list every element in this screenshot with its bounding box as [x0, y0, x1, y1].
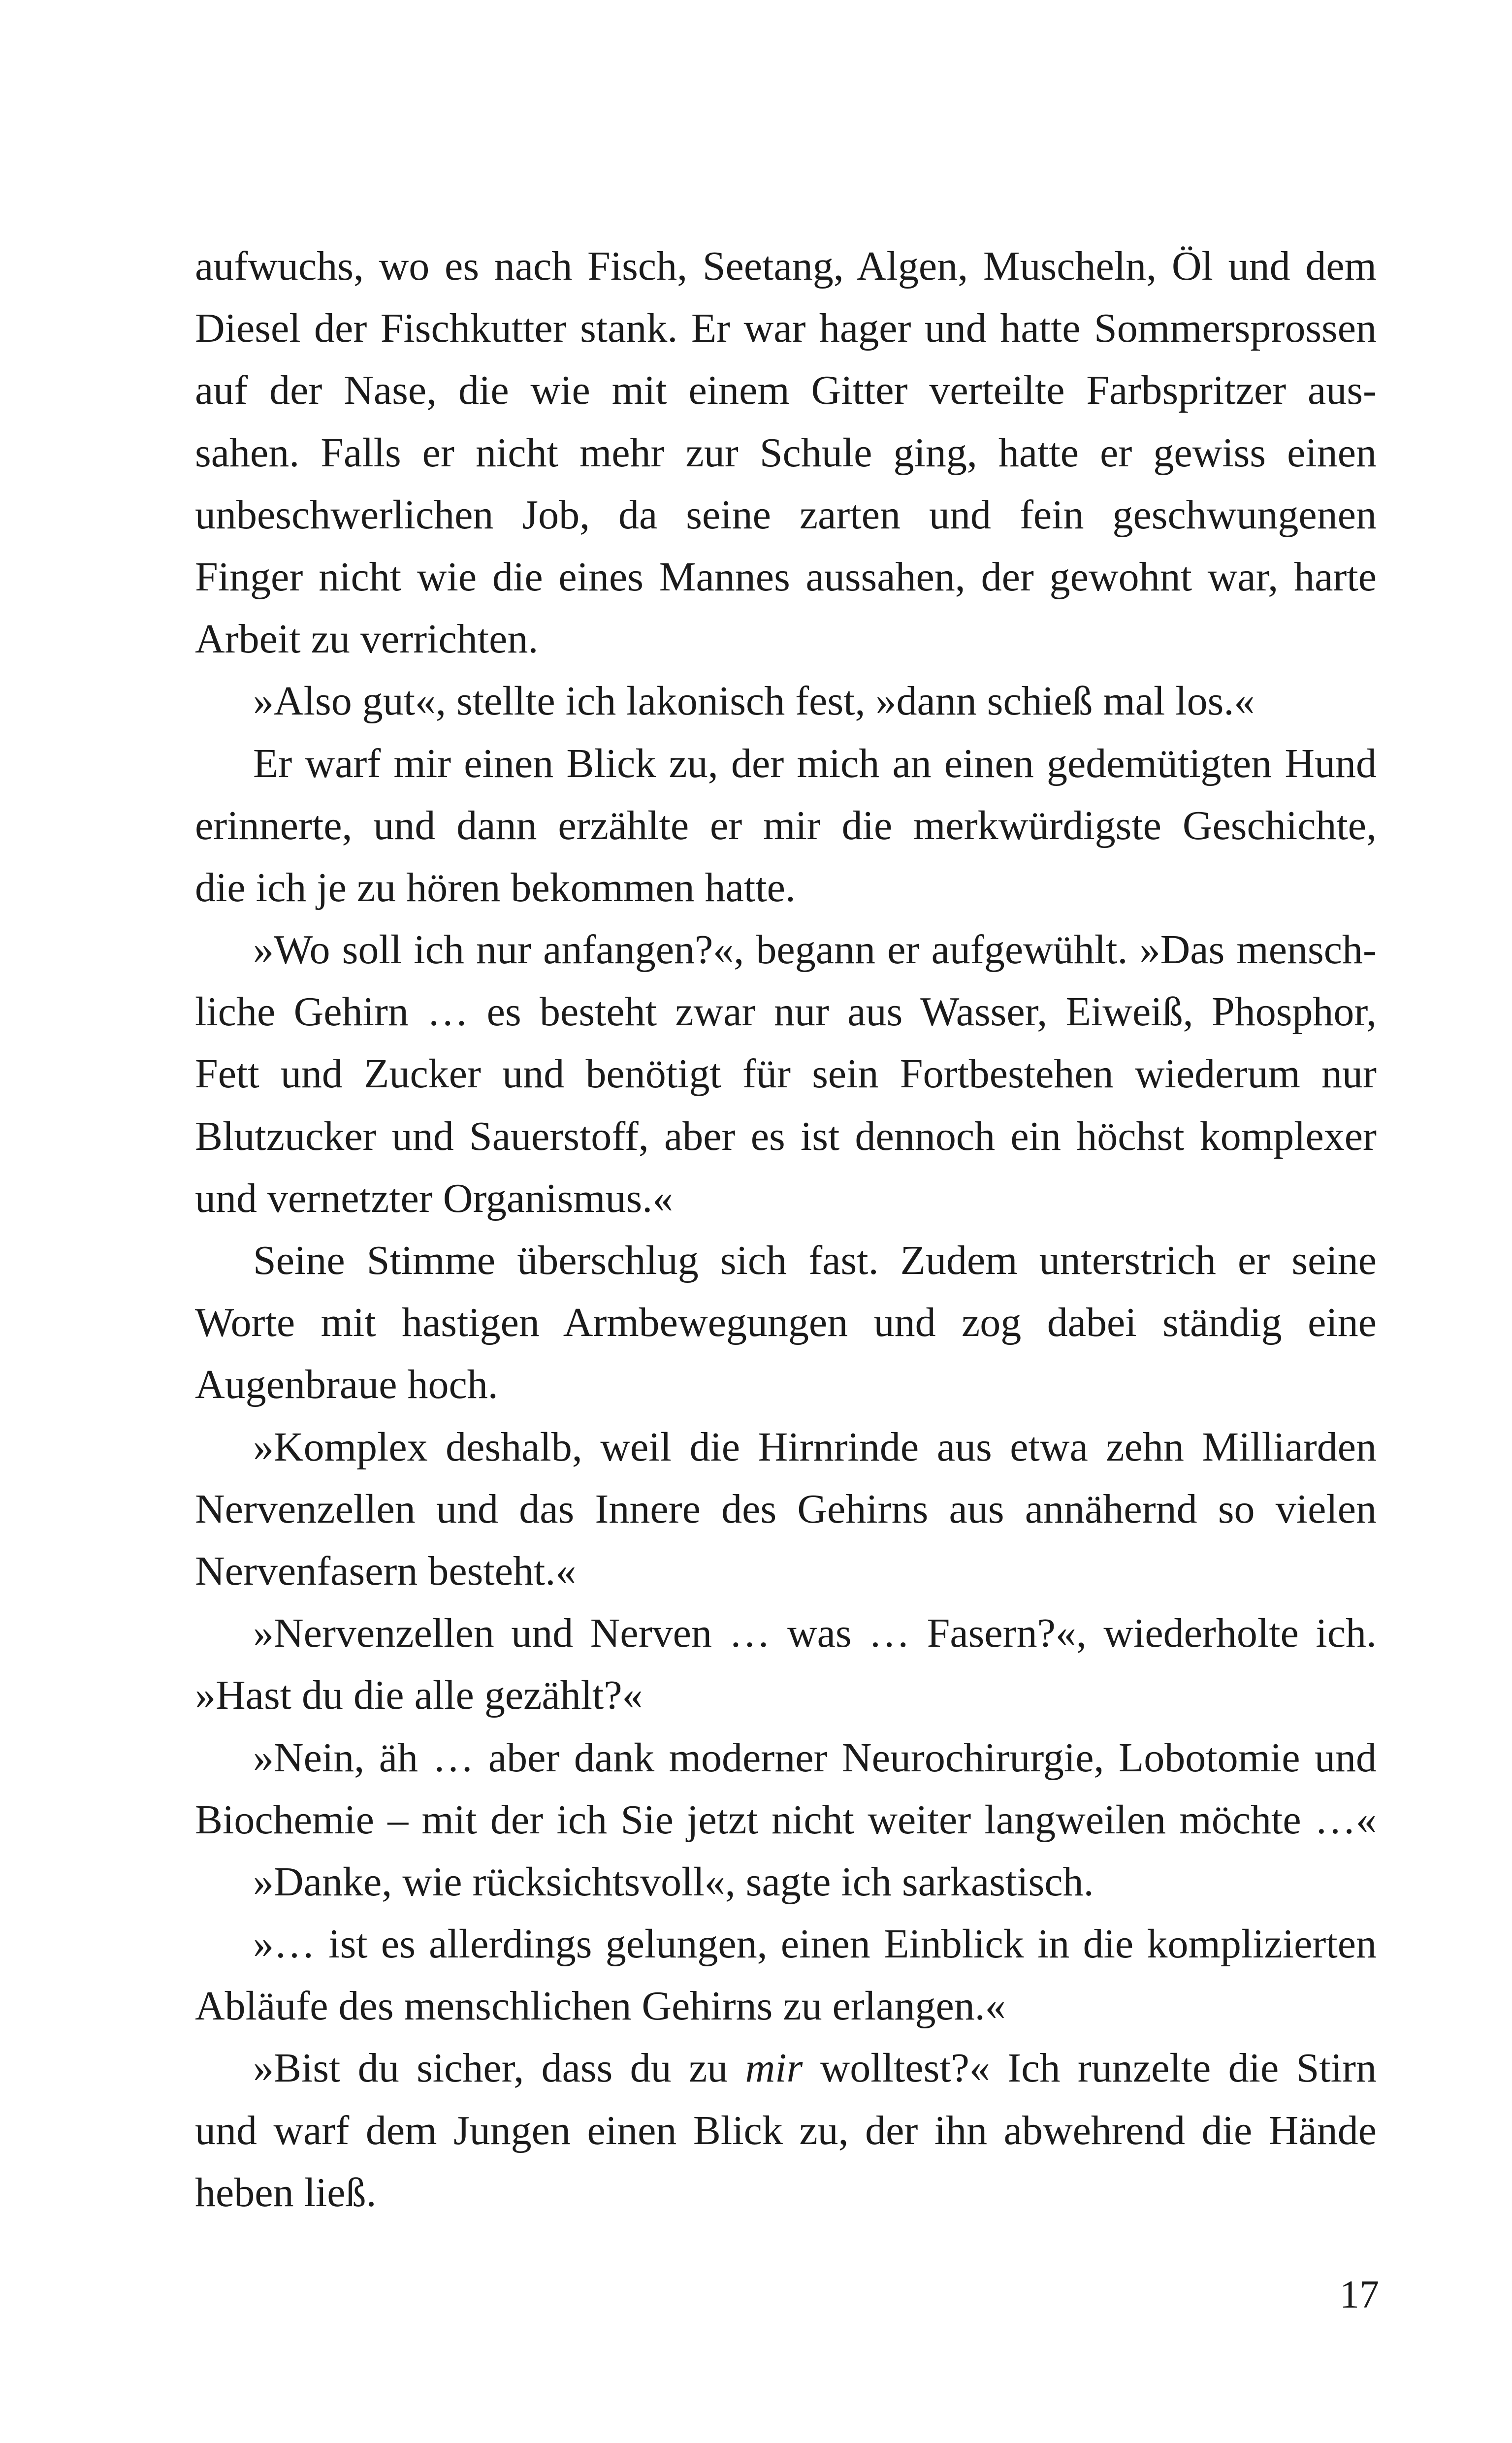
text-line: »Hast du die alle gezählt?«	[195, 1672, 643, 1719]
text-line: »Nein, äh … aber dank moderner Neurochirurgie, Lobotomie und	[253, 1734, 1377, 1781]
text-line: unbeschwerlichen Job, da seine zarten und fein geschwungenen	[195, 491, 1377, 538]
text-line: die ich je zu hören bekommen hatte.	[195, 864, 796, 911]
text-line: auf der Nase, die wie mit einem Gitter verteilte Farbspritzer aus-	[195, 367, 1377, 414]
text-line: Nervenfasern besteht.«	[195, 1548, 577, 1594]
text-line: »Nervenzellen und Nerven … was … Fasern?«, wiederholte ich.	[253, 1610, 1377, 1657]
text-run: »Bist du sicher, dass du zu	[253, 2045, 745, 2091]
text-line: und warf dem Jungen einen Blick zu, der ihn abwehrend die Hände	[195, 2107, 1377, 2153]
text-line: »Also gut«, stellte ich lakonisch fest, »dann schieß mal los.«	[253, 678, 1255, 724]
italic-word: mir	[745, 2045, 803, 2091]
text-line: Er warf mir einen Blick zu, der mich an einen gedemütigten Hund	[253, 740, 1377, 786]
text-line: Nervenzellen und das Innere des Gehirns aus annähernd so vielen	[195, 1486, 1377, 1532]
text-line: »Wo soll ich nur anfangen?«, begann er aufgewühlt. »Das mensch-	[253, 927, 1377, 973]
text-line: liche Gehirn … es besteht zwar nur aus Wasser, Eiweiß, Phosphor,	[195, 989, 1377, 1035]
text-line: Augenbraue hoch.	[195, 1362, 498, 1408]
text-line: Finger nicht wie die eines Mannes aussahen, der gewohnt war, harte	[195, 554, 1377, 600]
page-number: 17	[1340, 2273, 1379, 2316]
text-line: »Danke, wie rücksichtsvoll«, sagte ich sarkastisch.	[253, 1858, 1094, 1905]
text-line: Arbeit zu verrichten.	[195, 616, 539, 662]
text-line: und vernetzter Organismus.«	[195, 1175, 674, 1221]
text-line: Seine Stimme überschlug sich fast. Zudem unterstrich er seine	[253, 1238, 1377, 1283]
text-line: Fett und Zucker und benötigt für sein Fortbestehen wiederum nur	[195, 1051, 1377, 1097]
text-line: heben ließ.	[195, 2169, 377, 2215]
text-line: »Komplex deshalb, weil die Hirnrinde aus etwa zehn Milliarden	[253, 1424, 1377, 1470]
text-line: Biochemie – mit der ich Sie jetzt nicht weiter langweilen möchte …«	[195, 1796, 1377, 1843]
text-line: Abläufe des menschlichen Gehirns zu erlangen.«	[195, 1983, 1006, 2029]
text-line: Diesel der Fischkutter stank. Er war hager und hatte Sommersprossen	[195, 305, 1377, 352]
text-line: erinnerte, und dann erzählte er mir die merkwürdigste Geschichte,	[195, 802, 1377, 848]
text-line	[195, 2037, 1377, 2099]
body-text	[195, 235, 1377, 2224]
text-line: aufwuchs, wo es nach Fisch, Seetang, Algen, Muscheln, Öl und dem	[195, 243, 1377, 289]
text-run: wolltest?« Ich runzelte die Stirn	[803, 2045, 1377, 2091]
text-line: »… ist es allerdings gelungen, einen Einblick in die komplizierten	[253, 1921, 1377, 1967]
text-line: sahen. Falls er nicht mehr zur Schule ging, hatte er gewiss einen	[195, 429, 1377, 476]
text-line: Blutzucker und Sauerstoff, aber es ist dennoch ein höchst komplexer	[195, 1113, 1377, 1159]
text-line: Worte mit hastigen Armbewegungen und zog dabei ständig eine	[195, 1300, 1377, 1346]
